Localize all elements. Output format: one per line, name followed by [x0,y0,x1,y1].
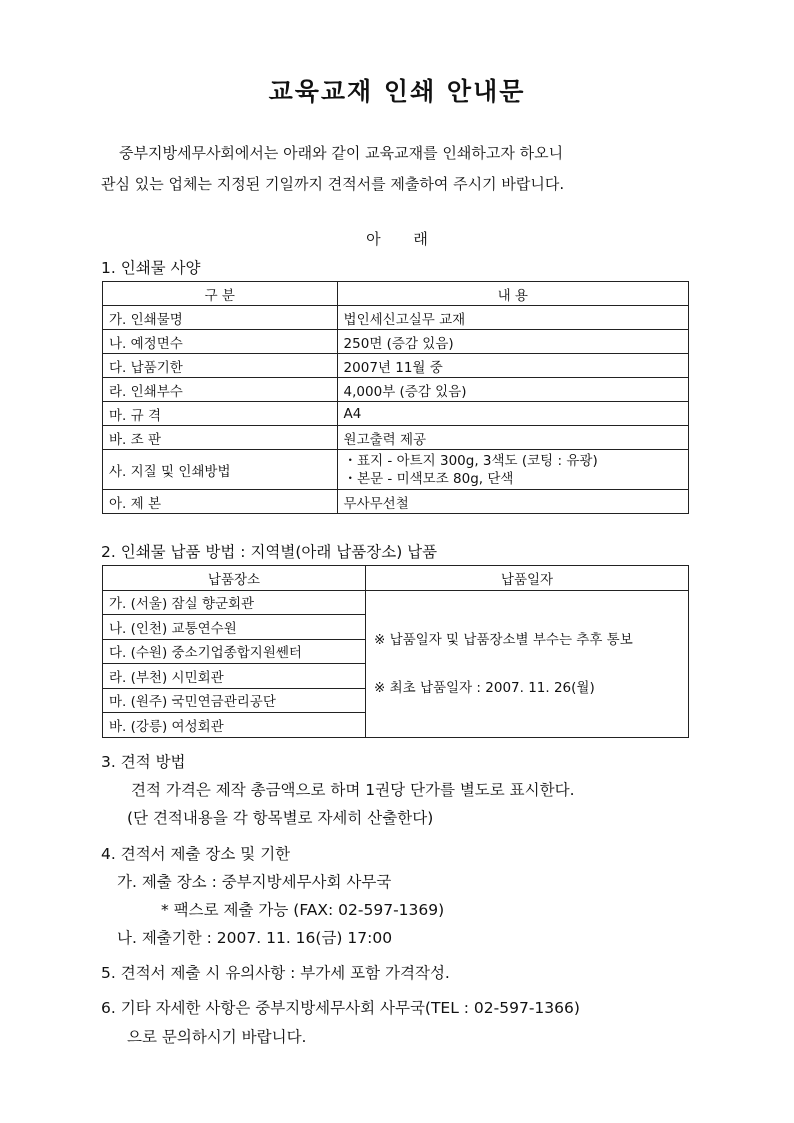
row-value [337,450,688,490]
delivery-place: 가. (서울) 잠실 향군회관 [103,590,366,615]
submission-deadline: 나. 제출기한 : 2007. 11. 16(금) 17:00 [117,929,393,947]
row-label: 다. 납품기한 [103,354,338,378]
row-label: 마. 규 격 [103,402,338,426]
table-row [103,590,689,615]
delivery-place: 바. (강릉) 여성회관 [103,713,366,738]
row-label: 나. 예정면수 [103,330,338,354]
table-header-row [103,282,689,306]
delivery-schedule [366,590,689,737]
row-value: 4,000부 (증감 있음) [337,378,688,402]
intro-paragraph [101,138,691,200]
row-label: 사. 지질 및 인쇄방법 [103,450,338,490]
table-row [103,354,689,378]
fax-note: * 팩스로 제출 가능 (FAX: 02-597-1369) [161,901,445,919]
col-header-category: 구 분 [103,282,338,306]
submission-place: 가. 제출 장소 : 중부지방세무사회 사무국 [117,873,392,891]
table-row [103,402,689,426]
col-header-date: 납품일자 [366,566,689,591]
delivery-table [102,565,689,738]
row-value: A4 [337,402,688,426]
section-5-text: 5. 견적서 제출 시 유의사항 : 부가세 포함 가격작성. [101,964,450,982]
spec-table [102,281,689,514]
schedule-note-1: ※ 납품일자 및 납품장소별 부수는 추후 통보 [374,631,633,648]
row-label: 가. 인쇄물명 [103,306,338,330]
row-value: 무사무선철 [337,490,688,514]
table-row [103,490,689,514]
table-row [103,450,689,490]
schedule-note-2: ※ 최초 납품일자 : 2007. 11. 26(월) [374,679,595,696]
table-row [103,306,689,330]
delivery-place: 라. (부천) 시민회관 [103,664,366,689]
bullet-body: ・본문 - 미색모조 80g, 단색 [343,470,514,487]
row-value: 250면 (증감 있음) [337,330,688,354]
section-3-line-1: 견적 가격은 제작 총금액으로 하며 1권당 단가를 별도로 표시한다. [131,781,575,799]
table-row [103,426,689,450]
section-6-line-2: 으로 문의하시기 바랍니다. [127,1028,307,1046]
row-label: 바. 조 판 [103,426,338,450]
row-value: 원고출력 제공 [337,426,688,450]
intro-line-1: 중부지방세무사회에서는 아래와 같이 교육교재를 인쇄하고자 하오니 [119,144,564,162]
row-label: 아. 제 본 [103,490,338,514]
col-header-content: 내 용 [337,282,688,306]
table-row [103,378,689,402]
section-1-heading: 1. 인쇄물 사양 [101,259,201,277]
table-row [103,330,689,354]
section-3-line-2: (단 견적내용을 각 항목별로 자세히 산출한다) [127,809,434,827]
page-title: 교육교재 인쇄 안내문 [268,77,526,106]
section-3-heading: 3. 견적 방법 [101,753,186,771]
section-2-heading: 2. 인쇄물 납품 방법 : 지역별(아래 납품장소) 납품 [101,543,438,561]
ara-heading: 아 래 [366,230,428,248]
bullet-cover: ・표지 - 아트지 300g, 3색도 (코팅 : 유광) [343,452,598,469]
row-value: 2007년 11월 중 [337,354,688,378]
row-label: 라. 인쇄부수 [103,378,338,402]
section-6-line-1: 6. 기타 자세한 사항은 중부지방세무사회 사무국(TEL : 02-597-1366) [101,999,580,1017]
col-header-place: 납품장소 [103,566,366,591]
delivery-place: 다. (수원) 중소기업종합지원쎈터 [103,639,366,664]
delivery-place: 마. (원주) 국민연금관리공단 [103,688,366,713]
intro-line-2: 관심 있는 업체는 지정된 기일까지 견적서를 제출하여 주시기 바랍니다. [101,175,565,193]
row-value: 법인세신고실무 교재 [337,306,688,330]
table-header-row [103,566,689,591]
section-4-heading: 4. 견적서 제출 장소 및 기한 [101,845,291,863]
delivery-place: 나. (인천) 교통연수원 [103,615,366,640]
